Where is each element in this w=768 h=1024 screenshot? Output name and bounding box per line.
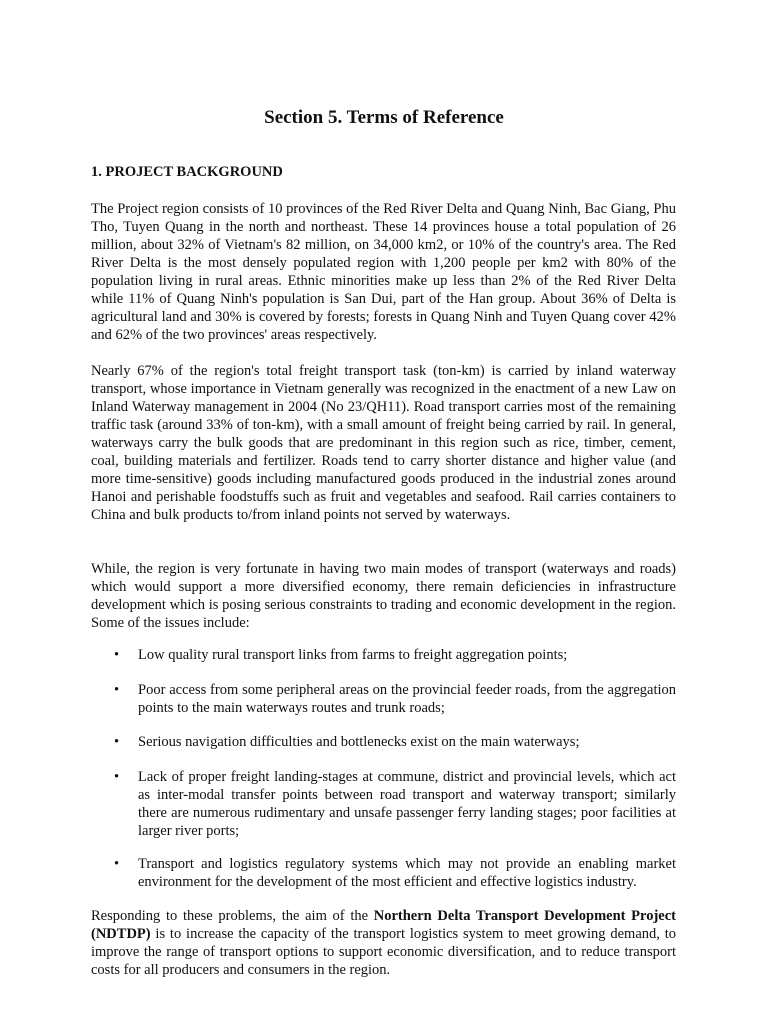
list-item [91, 768, 676, 840]
bullet-icon: • [114, 682, 120, 698]
bullet-icon: • [114, 856, 120, 872]
list-item [91, 681, 676, 717]
bullet-icon: • [114, 769, 120, 785]
closing-text-before: Responding to these problems, the aim of the [91, 908, 374, 924]
list-item-text: Transport and logistics regulatory systems which may not provide an enabling market environment for the development of the most efficient and effective logistics industry. [138, 856, 676, 890]
list-item-text: Serious navigation difficulties and bottlenecks exist on the main waterways; [138, 734, 580, 750]
paragraph-issues-intro: While, the region is very fortunate in having two main modes of transport (waterways and roads) which would support a more diversified economy, there remain deficiencies in infrastructure development which is posing serious constraints to trading and economic development in the region. Some of the issues include: [91, 561, 676, 631]
closing-text-after: is to increase the capacity of the transport logistics system to meet growing demand, to improve the range of transport options to support economic diversification, and to reduce transport costs for all producers and consumers in the region. [91, 926, 676, 978]
bullet-icon: • [114, 734, 120, 750]
bullet-icon: • [114, 647, 120, 663]
paragraph-freight-transport: Nearly 67% of the region's total freight transport task (ton-km) is carried by inland waterway transport, whose importance in Vietnam generally was recognized in the enactment of a new Law on Inland Waterway management in 2004 (No 23/QH11). Road transport carries most of the remaining traffic task (around 33% of ton-km), with a small amount of freight being carried by rail. In general, waterways carry the bulk goods that are predominant in this region such as rice, timber, cement, coal, building materials and fertilizer. Roads tend to carry shorter distance and higher value (and more time-sensitive) goods including manufactured goods produced in the industrial zones around Hanoi and perishable foodstuffs such as fruit and vegetables and seafood. Rail carries containers to China and bulk products to/from inland points not served by waterways. [91, 363, 676, 523]
list-item [91, 646, 676, 664]
list-item [91, 733, 676, 751]
paragraph-project-aim [91, 907, 676, 979]
section-heading: 1. PROJECT BACKGROUND [91, 164, 283, 180]
list-item [91, 855, 676, 891]
list-item-text: Lack of proper freight landing-stages at commune, district and provincial levels, which act as inter-modal transfer points between road transport and waterway transport; similarly there are numerous rudimentary and unsafe passenger ferry landing stages; poor facilities at larger river ports; [138, 769, 676, 839]
paragraph-project-region: The Project region consists of 10 provinces of the Red River Delta and Quang Ninh, Bac Giang, Phu Tho, Tuyen Quang in the north and northeast. These 14 provinces house a total population of 26 million, about 32% of Vietnam's 82 million, on 34,000 km2, or 10% of the country's area. The Red River Delta is the most densely populated region with 1,200 people per km2 with 80% of the population living in rural areas. Ethnic minorities make up less than 2% of the Red River Delta while 11% of Quang Ninh's population is San Dui, part of the Han group. About 36% of Delta is agricultural land and 30% is covered by forests; forests in Quang Ninh and Tuyen Quang cover 42% and 62% of the two provinces' areas respectively. [91, 201, 676, 343]
project-name: Northern Delta Transport Development Project (NDTDP) [91, 908, 676, 942]
list-item-text: Poor access from some peripheral areas on the provincial feeder roads, from the aggregation points to the main waterways routes and trunk roads; [138, 682, 676, 716]
page-title: Section 5. Terms of Reference [264, 107, 504, 128]
list-item-text: Low quality rural transport links from farms to freight aggregation points; [138, 647, 568, 663]
